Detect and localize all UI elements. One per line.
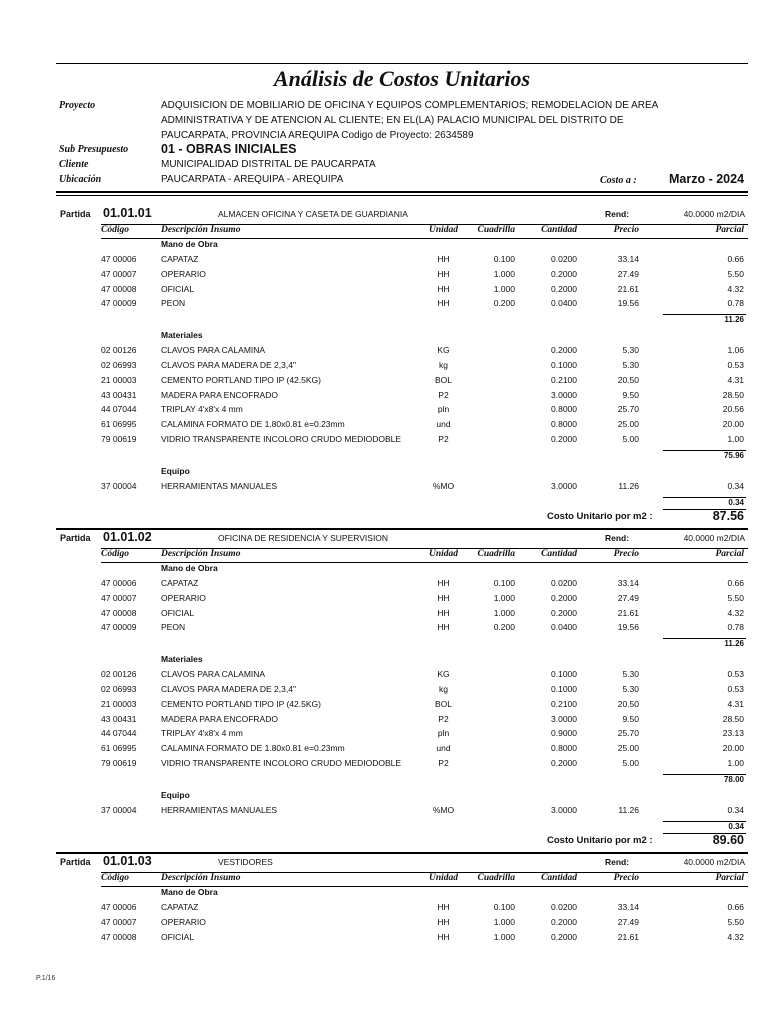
table-row [56, 254, 748, 269]
insumo-cuadrilla: 0.100 [493, 578, 515, 588]
category-mano-de-obra: Mano de Obra [161, 239, 218, 249]
page-title: Análisis de Costos Unitarios [273, 66, 531, 91]
insumo-precio: 27.49 [617, 592, 639, 603]
category-equipo: Equipo [161, 465, 190, 476]
insumo-cuadrilla: 0.200 [493, 622, 515, 633]
insumo-precio: 27.49 [617, 268, 639, 279]
table-row [56, 743, 748, 758]
insumo-unit: pln [437, 404, 450, 415]
insumo-parcial: 0.66 [727, 254, 744, 264]
insumo-parcial: 0.34 [727, 804, 744, 815]
insumo-cantidad: 0.1000 [551, 684, 577, 694]
insumo-unit: P2 [438, 389, 449, 400]
insumo-unit: P2 [438, 758, 449, 768]
insumo-code: 02 06993 [101, 360, 137, 370]
insumo-code: 47 00008 [101, 607, 137, 618]
insumo-code: 37 00004 [101, 804, 137, 815]
insumo-description: CLAVOS PARA CALAMINA [161, 345, 266, 356]
insumo-code: 61 06995 [101, 743, 137, 754]
insumo-description: CALAMINA FORMATO DE 1.80x0.81 e=0.23mm [161, 419, 345, 430]
proyecto-line-3: PAUCARPATA, PROVINCIA AREQUIPA Codigo de Proyecto: 2634589 [161, 130, 474, 141]
insumo-description: OFICIAL [161, 607, 195, 618]
insumo-precio: 25.70 [617, 728, 639, 739]
insumo-cantidad: 0.2000 [551, 345, 577, 356]
insumo-precio: 25.00 [617, 419, 639, 430]
insumo-precio: 21.61 [617, 607, 639, 618]
table-row [56, 758, 748, 773]
costo-fecha: Marzo - 2024 [669, 172, 745, 186]
table-row [56, 375, 748, 390]
insumo-code: 47 00007 [101, 592, 137, 603]
insumo-unit: und [436, 743, 451, 754]
page-number: P.1/16 [36, 975, 56, 982]
proyecto-line-1: ADQUISICION DE MOBILIARIO DE OFICINA Y EQUIPOS COMPLEMENTARIOS; REMODELACION DE AREA [161, 100, 659, 111]
insumo-parcial: 0.34 [727, 480, 744, 491]
column-header-codigo: Código [101, 225, 129, 235]
insumo-code: 47 00009 [101, 298, 137, 309]
partida-code: 01.01.02 [103, 530, 152, 544]
insumo-cantidad: 3.0000 [551, 713, 577, 724]
insumo-description: HERRAMIENTAS MANUALES [161, 480, 278, 491]
insumo-description: CLAVOS PARA MADERA DE 2,3,4" [161, 360, 296, 370]
insumo-cuadrilla: 0.100 [493, 902, 515, 912]
insumo-precio: 9.50 [622, 389, 639, 400]
insumo-cantidad: 3.0000 [551, 389, 577, 400]
table-row [56, 684, 748, 699]
top-rule [56, 63, 748, 64]
insumo-parcial: 28.50 [722, 389, 744, 400]
insumo-parcial: 0.53 [727, 360, 744, 370]
insumo-precio: 25.00 [617, 743, 639, 754]
insumo-precio: 11.26 [618, 804, 639, 815]
insumo-precio: 33.14 [617, 254, 639, 264]
column-header-codigo: Código [101, 873, 129, 883]
insumo-precio: 19.56 [617, 622, 639, 633]
table-row [56, 608, 748, 623]
insumo-parcial: 1.00 [727, 758, 744, 768]
table-row [56, 419, 748, 434]
insumo-cantidad: 0.8000 [551, 404, 577, 415]
proyecto-line-2: ADMINISTRATIVA Y DE ATENCION AL CLIENTE; EN EL(LA) PALACIO MUNICIPAL DEL DISTRITO DE [161, 115, 624, 126]
partida-label: Partida [60, 209, 91, 219]
partida-description: ALMACEN OFICINA Y CASETA DE GUARDIANIA [218, 209, 408, 219]
table-row [56, 805, 748, 820]
subtotal-materiales: 75.96 [723, 450, 744, 460]
insumo-precio: 5.30 [622, 345, 639, 356]
insumo-description: CAPATAZ [161, 578, 199, 588]
column-header-cuadrilla: Cuadrilla [477, 873, 515, 883]
insumo-unit: HH [437, 283, 450, 294]
table-row [56, 917, 748, 932]
insumo-parcial: 1.00 [727, 434, 744, 444]
insumo-cantidad: 0.2000 [551, 592, 577, 603]
insumo-unit: HH [437, 931, 450, 942]
insumo-cantidad: 0.2000 [551, 931, 577, 942]
insumo-description: CAPATAZ [161, 254, 199, 264]
insumo-precio: 5.30 [622, 669, 639, 680]
insumo-unit: BOL [434, 698, 452, 709]
insumo-parcial: 4.32 [727, 607, 744, 618]
insumo-cantidad: 0.2000 [551, 434, 577, 444]
subtotal-mano-de-obra: 11.26 [724, 315, 744, 325]
insumo-precio: 5.30 [622, 684, 639, 694]
insumo-parcial: 0.78 [727, 622, 744, 633]
insumo-parcial: 23.13 [722, 728, 744, 739]
cliente-label: Cliente [59, 159, 89, 170]
column-header-precio: Precio [613, 549, 639, 559]
insumo-code: 47 00006 [101, 578, 137, 588]
column-header-parcial: Parcial [715, 549, 744, 559]
insumo-parcial: 20.00 [722, 743, 744, 754]
insumo-unit: HH [437, 254, 450, 264]
column-header-precio: Precio [613, 873, 639, 883]
insumo-cuadrilla: 1.000 [493, 268, 515, 279]
insumo-unit: %MO [432, 804, 455, 815]
insumo-unit: HH [437, 268, 450, 279]
category-materiales: Materiales [161, 654, 203, 665]
partida-label: Partida [60, 533, 91, 543]
table-row [56, 932, 748, 947]
category-mano-de-obra: Mano de Obra [161, 563, 218, 573]
table-row [56, 269, 748, 284]
insumo-parcial: 4.32 [727, 931, 744, 942]
table-row [56, 699, 748, 714]
header-rule-thin [56, 195, 748, 196]
insumo-cantidad: 0.2100 [551, 374, 577, 385]
insumo-parcial: 4.31 [727, 698, 744, 709]
column-header-unidad: Unidad [428, 873, 459, 883]
insumo-precio: 5.30 [622, 360, 639, 370]
insumo-parcial: 0.53 [727, 684, 744, 694]
insumo-code: 47 00008 [101, 931, 137, 942]
insumo-cuadrilla: 1.000 [493, 592, 515, 603]
table-row [56, 593, 748, 608]
rend-value: 40.0000 m2/DIA [683, 533, 745, 543]
insumo-parcial: 4.31 [727, 374, 744, 385]
insumo-parcial: 0.53 [727, 669, 744, 680]
insumo-description: VIDRIO TRANSPARENTE INCOLORO CRUDO MEDIODOBLE [161, 434, 402, 444]
insumo-precio: 33.14 [617, 578, 639, 588]
insumo-cantidad: 0.0200 [551, 578, 577, 588]
insumo-description: PEON [161, 298, 186, 309]
insumo-cantidad: 0.8000 [551, 419, 577, 430]
insumo-unit: HH [437, 902, 450, 912]
insumo-description: PEON [161, 622, 186, 633]
insumo-code: 43 00431 [101, 389, 137, 400]
table-row [56, 902, 748, 917]
insumo-unit: KG [437, 669, 450, 680]
cliente-value: MUNICIPALIDAD DISTRITAL DE PAUCARPATA [161, 159, 376, 170]
insumo-code: 79 00619 [101, 434, 137, 444]
subpresupuesto-label: Sub Presupuesto [59, 144, 129, 155]
column-header-cantidad: Cantidad [541, 873, 577, 883]
insumo-parcial: 5.50 [727, 916, 744, 927]
partida-description: VESTIDORES [218, 857, 273, 867]
subtotal-mano-de-obra: 11.26 [724, 639, 744, 649]
insumo-precio: 5.00 [622, 434, 639, 444]
insumo-precio: 20.50 [617, 698, 639, 709]
column-header-parcial: Parcial [715, 225, 744, 235]
insumo-code: 02 00126 [101, 669, 137, 680]
column-header-unidad: Unidad [428, 549, 459, 559]
insumo-precio: 19.56 [617, 298, 639, 309]
insumo-cantidad: 0.2000 [551, 916, 577, 927]
rend-label: Rend: [605, 857, 630, 867]
table-row [56, 434, 748, 449]
insumo-cantidad: 0.2000 [551, 268, 577, 279]
insumo-cantidad: 3.0000 [551, 480, 577, 491]
insumo-unit: HH [437, 298, 450, 309]
insumo-precio: 20.50 [617, 374, 639, 385]
proyecto-label: Proyecto [59, 100, 96, 111]
table-row [56, 714, 748, 729]
table-row [56, 622, 748, 637]
insumo-cantidad: 0.0400 [551, 298, 577, 309]
table-row [56, 404, 748, 419]
ubicacion-label: Ubicación [59, 174, 102, 185]
column-header-precio: Precio [613, 225, 639, 235]
insumo-cuadrilla: 1.000 [493, 607, 515, 618]
column-header-cantidad: Cantidad [541, 549, 577, 559]
insumo-description: MADERA PARA ENCOFRADO [161, 713, 278, 724]
insumo-description: TRIPLAY 4'x8'x 4 mm [161, 404, 243, 415]
insumo-cantidad: 0.0200 [551, 902, 577, 912]
insumo-cantidad: 0.0400 [551, 622, 577, 633]
insumo-unit: HH [437, 592, 450, 603]
partida-label: Partida [60, 857, 91, 867]
column-header-codigo: Código [101, 549, 129, 559]
column-header-descripcion: Descripción Insumo [161, 549, 241, 559]
partida-code: 01.01.03 [103, 854, 152, 868]
insumo-unit: kg [439, 684, 448, 694]
insumo-description: MADERA PARA ENCOFRADO [161, 389, 278, 400]
insumo-parcial: 0.66 [727, 902, 744, 912]
insumo-cuadrilla: 0.100 [493, 254, 515, 264]
table-row [56, 390, 748, 405]
column-header-descripcion: Descripción Insumo [161, 225, 241, 235]
insumo-description: OPERARIO [161, 268, 206, 279]
insumo-code: 37 00004 [101, 480, 137, 491]
insumo-code: 47 00007 [101, 268, 137, 279]
insumo-precio: 21.61 [617, 283, 639, 294]
table-row [56, 284, 748, 299]
insumo-description: CAPATAZ [161, 902, 199, 912]
insumo-cantidad: 3.0000 [551, 804, 577, 815]
costo-a-label: Costo a : [600, 175, 637, 186]
insumo-parcial: 28.50 [722, 713, 744, 724]
table-row [56, 669, 748, 684]
insumo-precio: 21.61 [617, 931, 639, 942]
subtotal-equipo: 0.34 [728, 821, 744, 831]
insumo-code: 21 00003 [101, 374, 137, 385]
insumo-description: OPERARIO [161, 592, 206, 603]
insumo-unit: pln [437, 728, 450, 739]
insumo-code: 44 07044 [101, 404, 137, 415]
insumo-parcial: 5.50 [727, 268, 744, 279]
insumo-code: 43 00431 [101, 713, 137, 724]
insumo-code: 47 00006 [101, 254, 137, 264]
insumo-cuadrilla: 1.000 [493, 283, 515, 294]
insumo-parcial: 1.06 [727, 345, 744, 356]
insumo-precio: 33.14 [617, 902, 639, 912]
insumo-precio: 5.00 [622, 758, 639, 768]
insumo-precio: 9.50 [622, 713, 639, 724]
insumo-description: OFICIAL [161, 931, 195, 942]
insumo-code: 61 06995 [101, 419, 137, 430]
costo-unitario-label: Costo Unitario por m2 : [547, 834, 653, 846]
insumo-cantidad: 0.2100 [551, 698, 577, 709]
insumo-unit: HH [437, 578, 450, 588]
insumo-parcial: 4.32 [727, 283, 744, 294]
insumo-unit: P2 [438, 713, 449, 724]
column-header-descripcion: Descripción Insumo [161, 873, 241, 883]
column-header-cantidad: Cantidad [541, 225, 577, 235]
column-header-cuadrilla: Cuadrilla [477, 225, 515, 235]
table-row [56, 298, 748, 313]
insumo-description: HERRAMIENTAS MANUALES [161, 804, 278, 815]
partida-end-rule [56, 528, 748, 530]
insumo-description: VIDRIO TRANSPARENTE INCOLORO CRUDO MEDIODOBLE [161, 758, 402, 768]
table-row [56, 481, 748, 496]
rend-value: 40.0000 m2/DIA [683, 209, 745, 219]
table-row [56, 578, 748, 593]
insumo-cuadrilla: 1.000 [493, 916, 515, 927]
insumo-code: 79 00619 [101, 758, 137, 768]
insumo-code: 47 00007 [101, 916, 137, 927]
rend-label: Rend: [605, 209, 630, 219]
partida-end-rule [56, 852, 748, 854]
costo-unitario-value: 89.60 [712, 832, 744, 847]
column-header-cuadrilla: Cuadrilla [477, 549, 515, 559]
insumo-unit: kg [439, 360, 448, 370]
insumo-unit: HH [437, 916, 450, 927]
insumo-unit: P2 [438, 434, 449, 444]
subtotal-equipo: 0.34 [728, 497, 744, 507]
partida-code: 01.01.01 [103, 206, 152, 220]
insumo-code: 47 00006 [101, 902, 137, 912]
insumo-cantidad: 0.8000 [551, 743, 577, 754]
subpresupuesto-value: 01 - OBRAS INICIALES [161, 142, 297, 156]
insumo-unit: und [436, 419, 451, 430]
costo-unitario-value: 87.56 [712, 508, 744, 523]
insumo-code: 02 06993 [101, 684, 137, 694]
insumo-cantidad: 0.1000 [551, 360, 577, 370]
insumo-description: OFICIAL [161, 283, 195, 294]
insumo-unit: %MO [432, 480, 455, 491]
table-row [56, 345, 748, 360]
rend-value: 40.0000 m2/DIA [683, 857, 745, 867]
costo-unitario-label: Costo Unitario por m2 : [547, 510, 653, 522]
insumo-unit: HH [437, 622, 450, 633]
insumo-parcial: 20.00 [722, 419, 744, 430]
column-header-unidad: Unidad [428, 225, 459, 235]
insumo-unit: BOL [434, 374, 452, 385]
insumo-description: TRIPLAY 4'x8'x 4 mm [161, 728, 243, 739]
table-row [56, 728, 748, 743]
column-header-parcial: Parcial [715, 873, 744, 883]
insumo-cuadrilla: 1.000 [493, 931, 515, 942]
insumo-precio: 11.26 [618, 480, 639, 491]
insumo-code: 02 00126 [101, 345, 137, 356]
insumo-description: CALAMINA FORMATO DE 1.80x0.81 e=0.23mm [161, 743, 345, 754]
insumo-parcial: 0.66 [727, 578, 744, 588]
insumo-cantidad: 0.2000 [551, 283, 577, 294]
insumo-code: 47 00009 [101, 622, 137, 633]
table-row [56, 360, 748, 375]
insumo-cuadrilla: 0.200 [493, 298, 515, 309]
header-rule-thick [56, 191, 748, 193]
partida-description: OFICINA DE RESIDENCIA Y SUPERVISION [218, 533, 389, 543]
insumo-code: 21 00003 [101, 698, 137, 709]
insumo-code: 44 07044 [101, 728, 137, 739]
insumo-code: 47 00008 [101, 283, 137, 294]
insumo-unit: HH [437, 607, 450, 618]
insumo-description: CEMENTO PORTLAND TIPO IP (42.5KG) [161, 374, 321, 385]
insumo-parcial: 5.50 [727, 592, 744, 603]
insumo-cantidad: 0.0200 [551, 254, 577, 264]
category-materiales: Materiales [161, 330, 203, 341]
insumo-description: CEMENTO PORTLAND TIPO IP (42.5KG) [161, 698, 321, 709]
insumo-description: CLAVOS PARA MADERA DE 2,3,4" [161, 684, 296, 694]
subtotal-materiales: 78.00 [723, 774, 744, 784]
insumo-precio: 25.70 [617, 404, 639, 415]
insumo-precio: 27.49 [617, 916, 639, 927]
rend-label: Rend: [605, 533, 630, 543]
category-mano-de-obra: Mano de Obra [161, 887, 218, 897]
insumo-description: OPERARIO [161, 916, 206, 927]
insumo-parcial: 0.78 [727, 298, 744, 309]
insumo-unit: KG [437, 345, 450, 356]
insumo-cantidad: 0.2000 [551, 607, 577, 618]
insumo-cantidad: 0.1000 [551, 669, 577, 680]
ubicacion-value: PAUCARPATA - AREQUIPA - AREQUIPA [161, 174, 344, 185]
insumo-cantidad: 0.9000 [551, 728, 577, 739]
insumo-parcial: 20.56 [722, 404, 744, 415]
category-equipo: Equipo [161, 789, 190, 800]
insumo-description: CLAVOS PARA CALAMINA [161, 669, 266, 680]
insumo-cantidad: 0.2000 [551, 758, 577, 768]
